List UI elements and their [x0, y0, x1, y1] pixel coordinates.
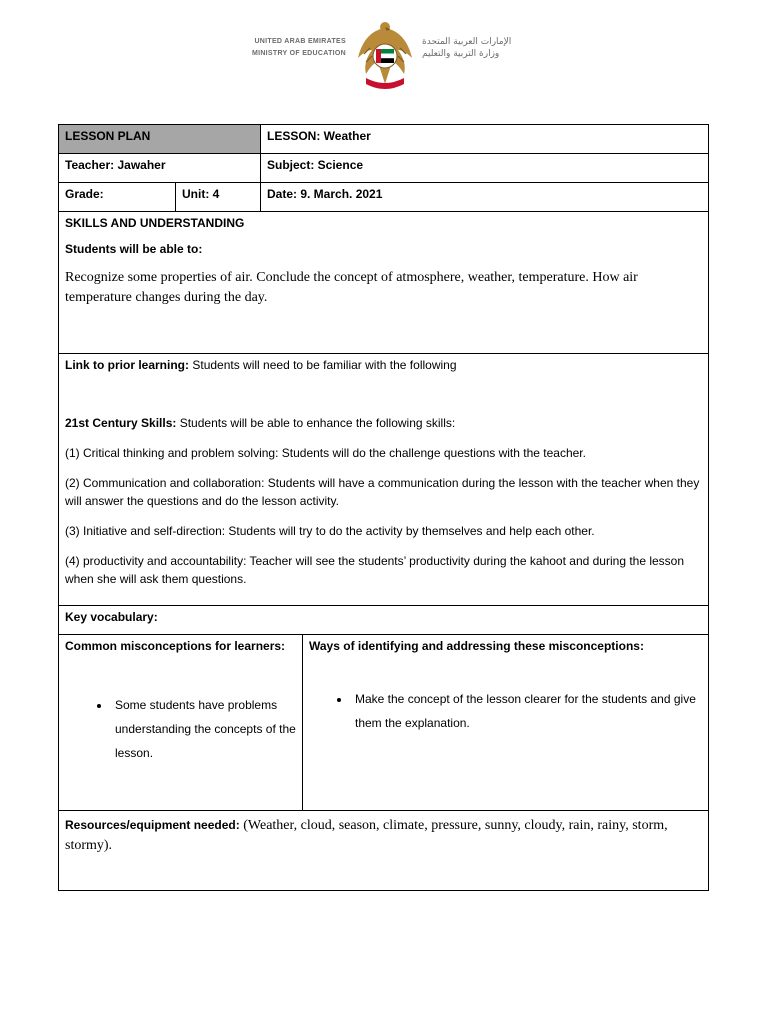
ways-heading: Ways of identifying and addressing these misconceptions:: [309, 639, 644, 653]
ways-cell: [303, 635, 709, 811]
unit-field: Unit: 4: [176, 183, 261, 212]
resources-label: Resources/equipment needed:: [65, 818, 240, 832]
uae-emblem-icon: [354, 18, 416, 92]
prior-learning-section: [59, 354, 709, 606]
teacher-name: Teacher: Jawaher: [59, 154, 261, 183]
misconceptions-list: [65, 693, 296, 765]
grade-field: Grade:: [59, 183, 176, 212]
prior-learning-line: [65, 358, 702, 372]
ways-list: [309, 687, 702, 735]
learning-objectives: Recognize some properties of air. Conclude the concept of atmosphere, weather, temperature. How air temperature changes during the day.: [65, 270, 638, 305]
date-field: Date: 9. March. 2021: [261, 183, 709, 212]
prior-learning-text: Students will need to be familiar with the following: [192, 358, 457, 372]
country-name-ar: الإمارات العربية المتحدة: [422, 37, 512, 47]
letterhead: [0, 18, 768, 98]
skill-item: (3) Initiative and self-direction: Students will try to do the activity by themselves and help each other.: [65, 524, 595, 538]
resources-text: (Weather, cloud, season, climate, pressure, sunny, cloudy, rain, rainy, storm, stormy).: [65, 818, 668, 853]
skill-item: (2) Communication and collaboration: Students will have a communication during the lesson with the teacher when they will answer the questions and do the lesson activity.: [65, 476, 700, 508]
resources-section: [59, 811, 709, 891]
ministry-name-ar: وزارة التربية والتعليم: [422, 49, 500, 59]
skill-item: (1) Critical thinking and problem solving: Students will do the challenge questions with the teacher.: [65, 446, 586, 460]
century-skills-text: Students will be able to enhance the following skills:: [179, 416, 456, 430]
century-skills-label: 21st Century Skills:: [65, 416, 177, 430]
lesson-plan-label: LESSON PLAN: [59, 125, 261, 154]
able-to-heading: Students will be able to:: [65, 242, 203, 256]
misconceptions-cell: [59, 635, 303, 811]
ministry-name-en: MINISTRY OF EDUCATION: [251, 50, 346, 57]
ministry-name-english: [236, 36, 346, 60]
misconceptions-heading: Common misconceptions for learners:: [65, 639, 286, 653]
skills-heading: SKILLS AND UNDERSTANDING: [65, 216, 245, 230]
list-item: • Make the concept of the lesson clearer for the students and give them the explanation.: [351, 687, 702, 735]
key-vocabulary: Key vocabulary:: [59, 606, 709, 635]
skills-and-understanding-section: [59, 212, 709, 354]
country-name-en: UNITED ARAB EMIRATES: [254, 38, 346, 45]
lesson-plan-table: [58, 124, 709, 891]
subject-name: Subject: Science: [261, 154, 709, 183]
skill-item: (4) productivity and accountability: Teacher will see the students’ productivity during the kahoot and during the lesson when she will ask them questions.: [65, 554, 685, 586]
ministry-name-arabic: [422, 36, 532, 60]
lesson-title: LESSON: Weather: [261, 125, 709, 154]
resources-line: [65, 815, 702, 855]
century-skills-line: [65, 414, 702, 432]
prior-learning-label: Link to prior learning:: [65, 358, 190, 372]
list-item: • Some students have problems understanding the concepts of the lesson.: [111, 693, 296, 765]
